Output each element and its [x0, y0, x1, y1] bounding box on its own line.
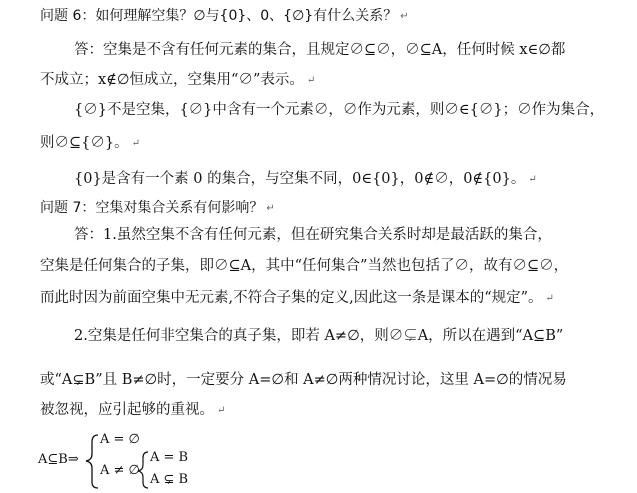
answer-7-line-2: 空集是任何集合的子集，即∅⊆A，其中“任何集合”当然也包括了∅，故有∅⊆∅， — [40, 258, 569, 274]
return-mark-icon: ↵ — [545, 293, 554, 304]
answer-6-line-3: {∅}不是空集，{∅}中含有一个元素∅，∅作为元素，则∅∈{∅}；∅作为集合， — [74, 102, 605, 118]
case-formula — [38, 432, 258, 490]
formula-lhs: A⊆B⇒ — [38, 452, 79, 467]
return-mark-icon: ↵ — [131, 138, 140, 149]
answer-6-line-2: 不成立；x∉∅恒成立，空集用“∅”表示。 ↵ — [40, 72, 316, 88]
formula-subcase-proper: A ⊊ B — [150, 472, 189, 487]
question-7-heading: 问题 7：空集对集合关系有何影响？ ↵ — [40, 200, 275, 216]
answer-6-line-1: 答：空集是不含有任何元素的集合，且规定∅⊆∅，∅⊆A，任何时候 x∈∅都 — [74, 42, 566, 58]
return-mark-icon: ↵ — [266, 203, 275, 214]
return-mark-icon: ↵ — [217, 405, 226, 416]
question-6-heading: 问题 6：如何理解空集？∅与{0}、0、{∅}有什么关系？ ↵ — [40, 8, 409, 24]
formula-subcase-equal: A = B — [150, 450, 189, 465]
return-mark-icon: ↵ — [528, 174, 537, 185]
answer-7-line-1: 答：1.虽然空集不含有任何元素，但在研究集合关系时却是最活跃的集合， — [74, 227, 552, 243]
return-mark-icon: ↵ — [400, 11, 409, 22]
answer-7-line-4: 2.空集是任何非空集合的真子集，即若 A≠∅，则∅⊊A，所以在遇到“A⊆B” — [74, 328, 564, 344]
return-mark-icon: ↵ — [306, 75, 316, 86]
answer-7-line-3: 而此时因为前面空集中无元素,不符合子集的定义,因此这一条是课本的“规定”。 ↵ — [40, 290, 554, 306]
answer-6-line-4: 则∅⊆{∅}。 ↵ — [40, 135, 140, 151]
formula-case-empty: A = ∅ — [100, 432, 140, 447]
answer-7-line-6: 被忽视，应引起够的重视。 ↵ — [40, 402, 226, 418]
answer-6-line-5: {0}是含有一个素 0 的集合，与空集不同，0∈{0}，0∉∅，0∉{0}。 ↵ — [74, 171, 537, 187]
formula-case-nonempty: A ≠ ∅ — [100, 463, 140, 478]
answer-7-line-5: 或“A⊊B”且 B≠∅时，一定要分 A=∅和 A≠∅两种情况讨论，这里 A=∅的情况易 — [40, 372, 567, 388]
outer-brace-icon — [86, 435, 98, 488]
